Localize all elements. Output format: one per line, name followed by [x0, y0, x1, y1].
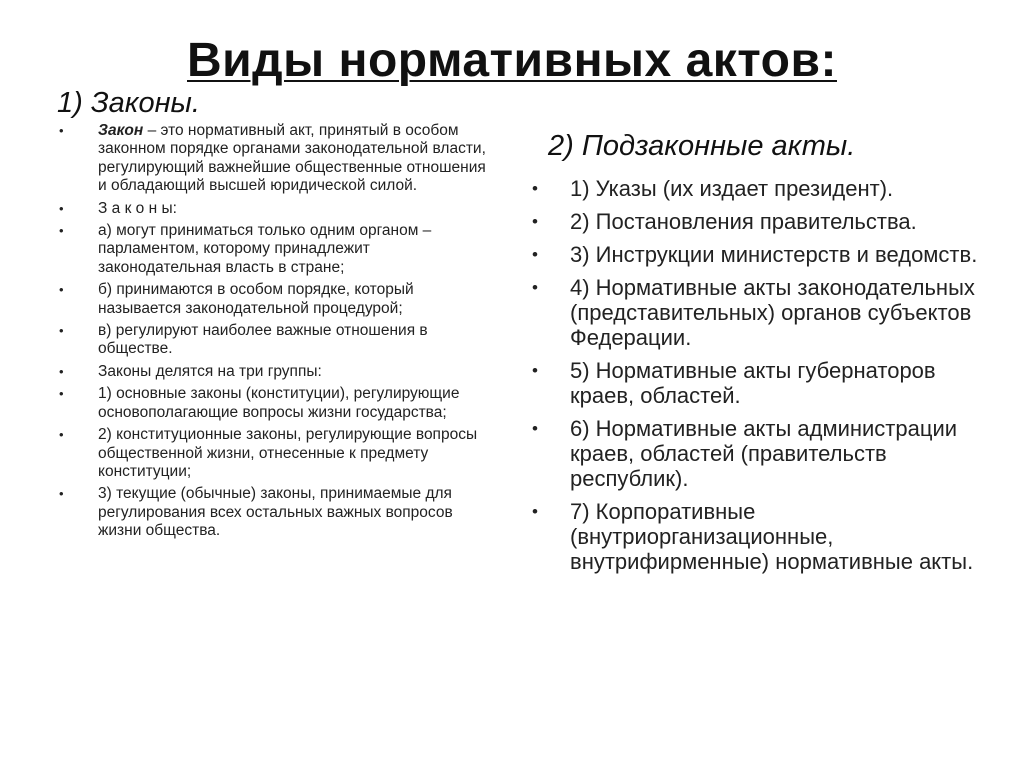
- list-item: [528, 499, 988, 574]
- definition-text: – это нормативный акт, принятый в особом законном порядке органами законодательной власти, регулирующий важнейшие общественные отношения и обладающий высшей юридической силой.: [98, 122, 486, 195]
- list-item: [528, 358, 988, 408]
- list-item-text: в) регулируют наиболее важные отношения в обществе.: [98, 322, 428, 358]
- list-item-text: 1) Указы (их издает президент).: [570, 176, 894, 201]
- list-item: [57, 385, 497, 422]
- list-item-text: З а к о н ы:: [98, 199, 177, 217]
- list-item: [528, 275, 988, 350]
- list-item: [528, 209, 988, 234]
- slide-title-text: Виды нормативных актов:: [187, 34, 837, 87]
- list-item: [528, 242, 988, 267]
- list-item-text: 4) Нормативные акты законодательных (представительных) органов субъектов Федерации.: [570, 275, 975, 350]
- list-item: [57, 426, 497, 481]
- list-item-text: 1) основные законы (конституции), регулирующие основополагающие вопросы жизни государства;: [98, 385, 460, 421]
- bullet-icon: •: [532, 361, 538, 380]
- bullet-icon: •: [59, 323, 64, 339]
- bullet-icon: •: [59, 486, 64, 502]
- list-item: [57, 200, 497, 218]
- bullet-icon: •: [59, 282, 64, 298]
- bullet-icon: •: [532, 212, 538, 231]
- laws-list: [57, 122, 497, 545]
- bullet-icon: •: [59, 123, 64, 138]
- bullet-icon: •: [59, 363, 64, 379]
- list-item: [57, 485, 497, 540]
- definition-term: Закон: [98, 122, 144, 139]
- bullet-icon: •: [532, 419, 538, 438]
- list-item: [57, 281, 497, 318]
- list-item-text: б) принимаются в особом порядке, который называется законодательной процедурой;: [98, 281, 414, 317]
- slide-title: [0, 32, 1024, 90]
- bullet-icon: •: [532, 179, 538, 198]
- bullet-icon: •: [532, 502, 538, 521]
- bullet-icon: •: [59, 200, 64, 216]
- list-item-text: 3) текущие (обычные) законы, принимаемые для регулирования всех остальных важных вопросов жизни общества.: [98, 485, 453, 540]
- list-item: [57, 322, 497, 359]
- bullet-icon: •: [59, 427, 64, 443]
- list-item: [57, 122, 497, 196]
- list-item: [57, 363, 497, 381]
- bylaws-list: [528, 176, 988, 582]
- list-item-text: 2) Постановления правительства.: [570, 209, 917, 234]
- list-item-text: 7) Корпоративные (внутриорганизационные, внутрифирменные) нормативные акты.: [570, 499, 974, 574]
- bullet-icon: •: [59, 386, 64, 402]
- list-item: [528, 176, 988, 201]
- bylaws-heading: 2) Подзаконные акты.: [548, 130, 856, 162]
- list-item-text: 3) Инструкции министерств и ведомств.: [570, 242, 978, 267]
- list-item-text: Законы делятся на три группы:: [98, 362, 322, 380]
- list-item-text: 6) Нормативные акты администрации краев, областей (правительств республик).: [570, 416, 958, 491]
- bullet-icon: •: [59, 223, 64, 239]
- list-item-text: 2) конституционные законы, регулирующие вопросы общественной жизни, отнесенные к предмету конституции;: [98, 426, 478, 480]
- list-item-text: а) могут приниматься только одним органом – парламентом, которому принадлежит законодательная власть в стране;: [98, 222, 432, 276]
- list-item-text: 5) Нормативные акты губернаторов краев, областей.: [570, 358, 936, 408]
- list-item: [57, 222, 497, 277]
- list-item: [528, 416, 988, 491]
- bullet-icon: •: [532, 278, 538, 297]
- bullet-icon: •: [532, 245, 538, 264]
- laws-heading: 1) Законы.: [57, 87, 200, 119]
